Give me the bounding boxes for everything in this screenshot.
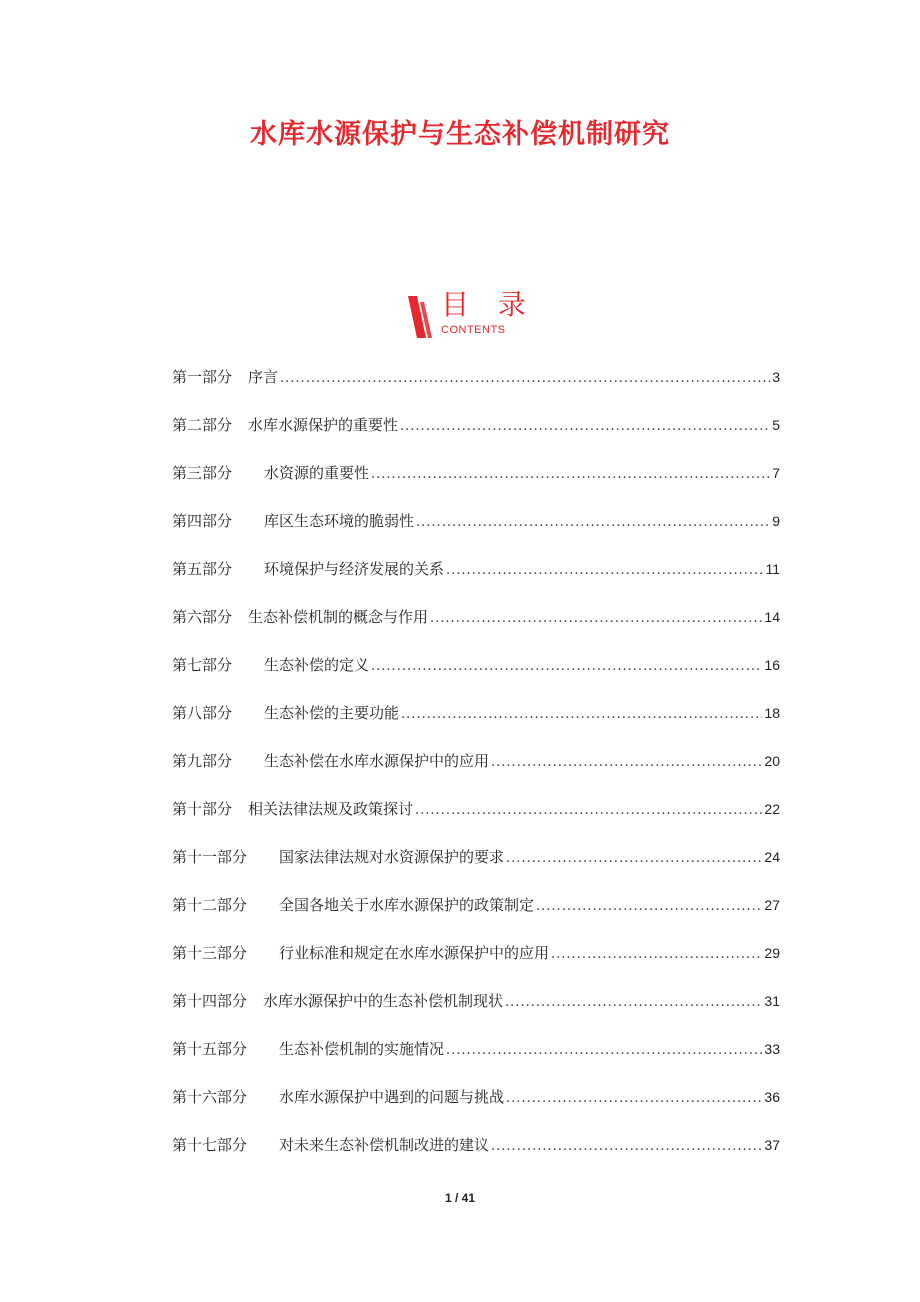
toc-entry-title: 全国各地关于水库水源保护的政策制定: [279, 896, 535, 914]
page-number: 1 / 41: [444, 1191, 476, 1205]
toc-entry-label: 第十三部分: [172, 944, 248, 962]
toc-entry-leader: [446, 563, 763, 578]
toc-entry-page: 7: [772, 465, 780, 481]
toc-entry-page: 9: [772, 513, 780, 529]
toc-entry-leader: [491, 1139, 762, 1154]
toc-entry[interactable]: [172, 1086, 780, 1134]
toc-entry-page: 5: [772, 417, 780, 433]
toc-entry-label: 第三部分: [172, 464, 233, 482]
toc-entry-leader: [506, 851, 762, 866]
toc-entry-page: 20: [764, 753, 780, 769]
toc-entry-label: 第二部分: [172, 416, 233, 434]
toc-entry-leader: [506, 1091, 762, 1106]
toc-entry-leader: [505, 995, 762, 1010]
toc-entry-leader: [430, 611, 762, 626]
toc-entry-title: 水库水源保护的重要性: [248, 416, 399, 434]
toc-entry[interactable]: [172, 702, 780, 750]
toc-entry-title: 生态补偿的定义: [264, 656, 370, 674]
toc-entry-label: 第七部分: [172, 656, 233, 674]
toc-entry-page: 22: [764, 801, 780, 817]
toc-entry[interactable]: [172, 990, 780, 1038]
toc-heading: 目 录: [441, 288, 536, 321]
toc-entry-leader: [401, 707, 762, 722]
toc-entry-title: 生态补偿在水库水源保护中的应用: [264, 752, 490, 770]
toc-entry-title: 对未来生态补偿机制改进的建议: [279, 1136, 490, 1154]
toc-entry-page: 27: [764, 897, 780, 913]
toc-entry[interactable]: [172, 654, 780, 702]
toc-entry[interactable]: [172, 942, 780, 990]
toc-entry[interactable]: [172, 798, 780, 846]
toc-entry-leader: [491, 755, 762, 770]
toc-header: [408, 288, 548, 342]
toc-entry-page: 11: [765, 561, 780, 577]
toc-entry-title: 水库水源保护中的生态补偿机制现状: [263, 992, 504, 1010]
document-title: 水库水源保护与生态补偿机制研究: [250, 119, 670, 150]
toc-entry-title: 生态补偿机制的概念与作用: [248, 608, 429, 626]
toc-entry-page: 37: [764, 1137, 780, 1153]
toc-entry-title: 相关法律法规及政策探讨: [248, 800, 414, 818]
toc-entry[interactable]: [172, 1134, 780, 1182]
toc-entry-page: 29: [764, 945, 780, 961]
toc-entry-label: 第十一部分: [172, 848, 248, 866]
toc-entry-title: 国家法律法规对水资源保护的要求: [279, 848, 505, 866]
toc-entry-label: 第十部分: [172, 800, 233, 818]
toc-entry-leader: [551, 947, 762, 962]
toc-entry[interactable]: [172, 750, 780, 798]
toc-entry[interactable]: [172, 414, 780, 462]
toc-entry-title: 水库水源保护中遇到的问题与挑战: [279, 1088, 505, 1106]
toc-entry-label: 第八部分: [172, 704, 233, 722]
toc-entry-title: 行业标准和规定在水库水源保护中的应用: [279, 944, 550, 962]
toc-entry[interactable]: [172, 894, 780, 942]
toc-entry-leader: [446, 1043, 762, 1058]
toc-entry-title: 环境保护与经济发展的关系: [264, 560, 445, 578]
toc-entry-page: 16: [764, 657, 780, 673]
toc-entry-page: 33: [764, 1041, 780, 1057]
toc-entry[interactable]: [172, 1038, 780, 1086]
toc-slash-mark-icon: [408, 296, 432, 338]
toc-entry[interactable]: [172, 510, 780, 558]
toc-entry-leader: [415, 803, 762, 818]
toc-entry-leader: [280, 371, 770, 386]
toc-entry-leader: [400, 419, 770, 434]
toc-entry-label: 第六部分: [172, 608, 233, 626]
toc-entry-title: 序言: [248, 368, 279, 386]
toc-entry-label: 第十五部分: [172, 1040, 248, 1058]
toc-entry-page: 14: [764, 609, 780, 625]
toc-entry-title: 库区生态环境的脆弱性: [264, 512, 415, 530]
toc-entry-page: 18: [764, 705, 780, 721]
toc-entry-label: 第十二部分: [172, 896, 248, 914]
toc-entry-title: 生态补偿的主要功能: [264, 704, 400, 722]
toc-entry-label: 第五部分: [172, 560, 233, 578]
toc-entry[interactable]: [172, 462, 780, 510]
toc-list: [172, 366, 780, 1182]
toc-entry-title: 生态补偿机制的实施情况: [279, 1040, 445, 1058]
toc-entry-label: 第十六部分: [172, 1088, 248, 1106]
toc-entry-title: 水资源的重要性: [264, 464, 370, 482]
toc-entry-label: 第一部分: [172, 368, 233, 386]
toc-entry[interactable]: [172, 366, 780, 414]
toc-entry-leader: [371, 659, 762, 674]
toc-subheading: CONTENTS: [441, 324, 506, 336]
toc-entry-page: 36: [764, 1089, 780, 1105]
toc-entry-label: 第四部分: [172, 512, 233, 530]
toc-entry-leader: [416, 515, 770, 530]
toc-entry-page: 31: [764, 993, 780, 1009]
toc-entry-page: 3: [772, 369, 780, 385]
toc-entry-label: 第十七部分: [172, 1136, 248, 1154]
toc-entry-leader: [371, 467, 770, 482]
toc-entry[interactable]: [172, 558, 780, 606]
toc-entry-leader: [536, 899, 762, 914]
toc-entry[interactable]: [172, 846, 780, 894]
toc-entry-label: 第九部分: [172, 752, 233, 770]
toc-entry-label: 第十四部分: [172, 992, 248, 1010]
toc-entry[interactable]: [172, 606, 780, 654]
toc-entry-page: 24: [764, 849, 780, 865]
